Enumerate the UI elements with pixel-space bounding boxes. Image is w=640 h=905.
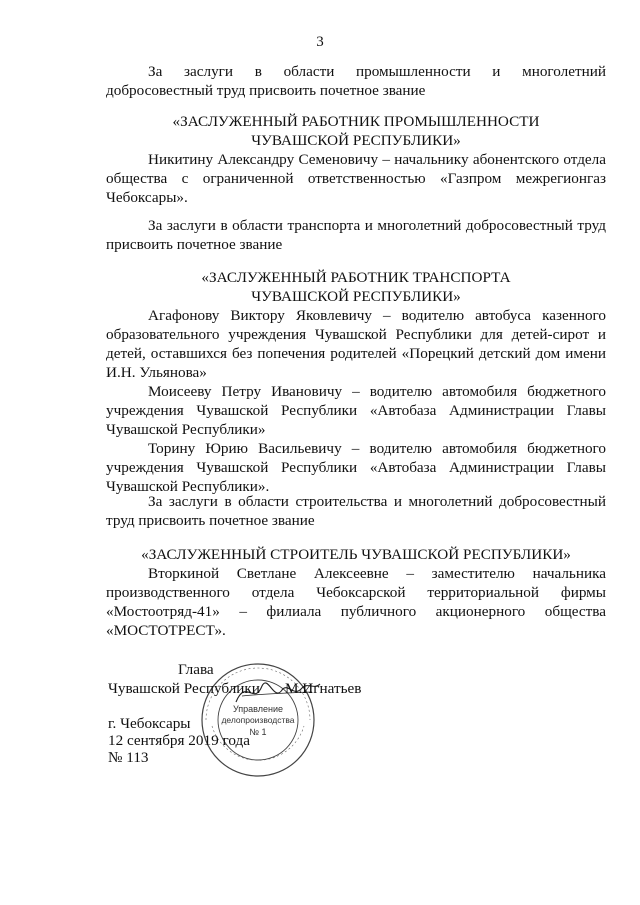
section-1-intro: За заслуги в области промышленности и многолетний добросовестный труд присвоить почетное звание [106, 63, 606, 99]
signature-position-line1: Глава [178, 661, 214, 678]
signature-name: М.Игнатьев [285, 680, 362, 697]
section-2-intro: За заслуги в области транспорта и многолетний добросовестный труд присвоить почетное звание [106, 217, 606, 253]
recipient: Агафонову Виктору Яковлевичу – водителю автобуса казенного образовательного учреждения Чувашской Республики для детей-сирот и детей, оставшихся без попечения родителей «Порецкий детский дом имени И.Н. Ульянова» [106, 307, 606, 381]
section-2-title: «ЗАСЛУЖЕННЫЙ РАБОТНИК ТРАНСПОРТА ЧУВАШСКОЙ РЕСПУБЛИКИ» [201, 269, 511, 305]
section-3-intro: За заслуги в области строительства и многолетний добросовестный труд присвоить почетное звание [106, 493, 606, 529]
section-2-recipients [106, 306, 606, 496]
stamp-text-3: № 1 [249, 727, 267, 737]
signature-position-line2: Чувашской Республики [108, 680, 260, 697]
stamp-text-1: Управление [232, 704, 284, 714]
stamp-text-2: делопроизводства [221, 715, 295, 725]
section-3-recipients [106, 564, 606, 640]
page-number: 3 [316, 34, 324, 50]
recipient: Моисееву Петру Ивановичу – водителю автомобиля бюджетного учреждения Чувашской Республики «Автобаза Администрации Главы Чувашской Республики» [106, 383, 606, 438]
recipient: Никитину Александру Семеновичу – начальнику абонентского отдела общества с ограниченной ответственностью «Газпром межрегионгаз Чебоксары». [106, 151, 606, 206]
recipient: Торину Юрию Васильевичу – водителю автомобиля бюджетного учреждения Чувашской Республики «Автобаза Администрации Главы Чувашской Республики». [106, 440, 606, 495]
footer-number: № 113 [108, 749, 149, 766]
section-3-title: «ЗАСЛУЖЕННЫЙ СТРОИТЕЛЬ ЧУВАШСКОЙ РЕСПУБЛИКИ» [141, 546, 571, 563]
footer-city: г. Чебоксары [108, 715, 191, 732]
footer-date: 12 сентября 2019 года [108, 732, 250, 749]
recipient: Вторкиной Светлане Алексеевне – заместителю начальника производственного отдела Чебоксарской территориальной фирмы «Мостоотряд-41» – филиала публичного акционерного общества «МОСТОТРЕСТ». [106, 565, 606, 639]
section-1-title: «ЗАСЛУЖЕННЫЙ РАБОТНИК ПРОМЫШЛЕННОСТИ ЧУВАШСКОЙ РЕСПУБЛИКИ» [172, 113, 540, 149]
section-1-recipients [106, 150, 606, 207]
